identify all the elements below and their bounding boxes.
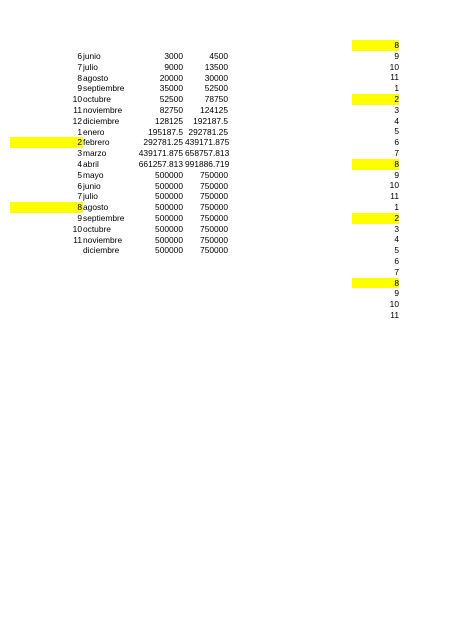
right-cell[interactable]: 9: [394, 288, 399, 299]
right-cell[interactable]: 5: [394, 126, 399, 137]
right-cell[interactable]: 1: [394, 83, 399, 94]
month-cell[interactable]: noviembre: [83, 105, 123, 115]
right-cell-highlighted[interactable]: 8: [352, 159, 399, 170]
right-cell[interactable]: 9: [394, 169, 399, 180]
table-row: [10, 224, 230, 235]
right-cell[interactable]: 7: [394, 266, 399, 277]
table-row: [10, 181, 230, 192]
value-cell-2[interactable]: 750000: [200, 223, 228, 234]
value-cell-2[interactable]: 192187.5: [193, 115, 228, 126]
table-row: [10, 105, 230, 116]
row-number-cell[interactable]: 11: [73, 234, 82, 245]
row-number-cell[interactable]: 8: [77, 72, 82, 83]
table-row: [10, 170, 230, 181]
value-cell-1[interactable]: 500000: [155, 223, 183, 234]
row-number-cell[interactable]: 9: [77, 213, 82, 223]
month-cell[interactable]: septiembre: [83, 213, 125, 223]
month-cell[interactable]: diciembre: [83, 115, 120, 126]
month-cell[interactable]: junio: [83, 180, 101, 191]
month-cell[interactable]: septiembre: [83, 83, 125, 94]
value-cell-1[interactable]: 35000: [159, 83, 183, 94]
table-row: [10, 191, 230, 202]
row-number-cell[interactable]: 3: [77, 148, 82, 159]
value-cell-2[interactable]: 4500: [209, 51, 228, 61]
value-cell-2[interactable]: 750000: [200, 169, 228, 180]
table-row: [10, 83, 230, 94]
table-row: [10, 62, 230, 73]
right-cell-highlighted[interactable]: 8: [352, 278, 399, 289]
value-cell-2[interactable]: 439171.875: [185, 137, 230, 148]
value-cell-1[interactable]: 500000: [155, 180, 183, 191]
value-cell-2[interactable]: 292781.25: [188, 126, 228, 137]
value-cell-2[interactable]: 750000: [200, 202, 228, 213]
value-cell-2[interactable]: 991886.719: [185, 159, 230, 169]
right-cell[interactable]: 3: [394, 104, 399, 115]
right-cell-highlighted[interactable]: 8: [352, 40, 399, 51]
row-number-cell[interactable]: 9: [77, 83, 82, 94]
right-cell[interactable]: 4: [394, 115, 399, 126]
month-cell[interactable]: julio: [83, 61, 98, 72]
value-cell-2[interactable]: 52500: [204, 83, 228, 94]
month-cell[interactable]: enero: [83, 126, 105, 137]
right-cell[interactable]: 6: [394, 137, 399, 148]
right-cell[interactable]: 11: [390, 310, 399, 320]
row-number-cell[interactable]: 2: [77, 137, 82, 148]
value-cell-1[interactable]: 20000: [159, 72, 183, 83]
row-number-cell[interactable]: 6: [77, 180, 82, 191]
month-cell[interactable]: octubre: [83, 223, 111, 234]
value-cell-2[interactable]: 658757.813: [185, 148, 230, 159]
month-cell[interactable]: octubre: [83, 94, 111, 105]
value-cell-1[interactable]: 292781.25: [143, 137, 183, 148]
row-number-cell[interactable]: 7: [77, 61, 82, 72]
month-cell[interactable]: agosto: [83, 72, 109, 83]
value-cell-2[interactable]: 30000: [204, 72, 228, 83]
value-cell-1[interactable]: 500000: [155, 213, 183, 223]
row-number-cell[interactable]: 12: [72, 115, 82, 126]
month-cell[interactable]: agosto: [83, 202, 109, 213]
table-row: [10, 213, 230, 224]
month-cell[interactable]: mayo: [83, 169, 104, 180]
table-row: [10, 245, 230, 256]
value-cell-2[interactable]: 750000: [200, 245, 228, 256]
value-cell-1[interactable]: 3000: [164, 51, 183, 61]
table-row: [10, 148, 230, 159]
table-row: [10, 137, 230, 148]
row-number-cell[interactable]: 7: [77, 191, 82, 202]
month-cell[interactable]: diciembre: [83, 245, 120, 256]
month-cell[interactable]: junio: [83, 51, 101, 61]
right-cell[interactable]: 3: [394, 223, 399, 234]
right-cell[interactable]: 7: [394, 148, 399, 158]
value-cell-1[interactable]: 195187.5: [148, 126, 183, 137]
value-cell-2[interactable]: 124125: [200, 105, 228, 115]
table-row: [10, 94, 230, 105]
table-row: [10, 159, 230, 170]
value-cell-2[interactable]: 750000: [200, 213, 228, 223]
value-cell-2[interactable]: 750000: [200, 191, 228, 202]
value-cell-2[interactable]: 13500: [204, 61, 228, 72]
right-cell[interactable]: 1: [394, 202, 399, 212]
right-cell[interactable]: 9: [394, 50, 399, 61]
value-cell-1[interactable]: 661257.813: [138, 159, 183, 169]
month-cell[interactable]: abril: [83, 159, 99, 169]
value-cell-1[interactable]: 9000: [164, 61, 183, 72]
value-cell-1[interactable]: 500000: [155, 234, 183, 245]
month-cell[interactable]: julio: [83, 191, 98, 202]
value-cell-1[interactable]: 128125: [155, 115, 183, 126]
right-cell[interactable]: 10: [389, 299, 399, 310]
row-number-cell[interactable]: 8: [77, 202, 82, 213]
right-cell[interactable]: 5: [394, 245, 399, 256]
right-cell[interactable]: 4: [394, 234, 399, 245]
row-number-cell[interactable]: 10: [72, 94, 82, 105]
right-cell[interactable]: 11: [390, 72, 399, 83]
right-cell-highlighted[interactable]: 2: [352, 213, 399, 224]
right-cell-highlighted[interactable]: 2: [352, 94, 399, 105]
value-cell-2[interactable]: 750000: [200, 180, 228, 191]
month-cell[interactable]: febrero: [83, 137, 110, 148]
row-number-cell[interactable]: 6: [77, 51, 82, 61]
row-number-cell[interactable]: 11: [73, 105, 82, 115]
right-cell[interactable]: 10: [389, 180, 399, 191]
value-cell-2[interactable]: 750000: [200, 234, 228, 245]
row-number-cell[interactable]: 1: [77, 126, 82, 137]
value-cell-1[interactable]: 439171.875: [138, 148, 183, 159]
value-cell-1[interactable]: 52500: [159, 94, 183, 105]
table-row: [10, 73, 230, 84]
table-row: [10, 51, 230, 62]
table-row: [10, 235, 230, 246]
table-row: [10, 202, 230, 213]
right-cell[interactable]: 11: [390, 191, 399, 202]
value-cell-1[interactable]: 500000: [155, 245, 183, 256]
row-number-cell[interactable]: 4: [77, 159, 82, 169]
value-cell-2[interactable]: 78750: [204, 94, 228, 105]
month-cell[interactable]: marzo: [83, 148, 107, 159]
value-cell-1[interactable]: 500000: [155, 169, 183, 180]
month-cell[interactable]: noviembre: [83, 234, 123, 245]
right-cell[interactable]: 10: [389, 61, 399, 72]
row-number-cell[interactable]: 5: [77, 169, 82, 180]
value-cell-1[interactable]: 500000: [155, 202, 183, 213]
table-row: [10, 116, 230, 127]
value-cell-1[interactable]: 82750: [159, 105, 183, 115]
row-number-cell[interactable]: 10: [72, 223, 82, 234]
value-cell-1[interactable]: 500000: [155, 191, 183, 202]
right-cell[interactable]: 6: [394, 256, 399, 266]
table-row: [10, 127, 230, 138]
